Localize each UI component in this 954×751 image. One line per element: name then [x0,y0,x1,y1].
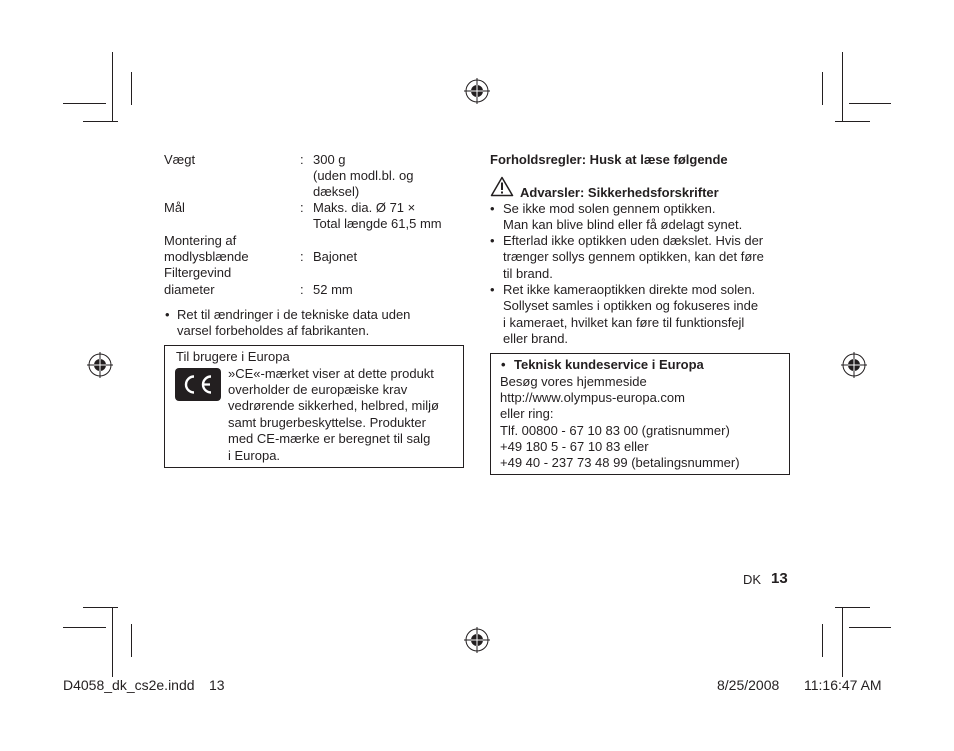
service-line: Besøg vores hjemmeside [500,374,647,389]
ce-text-line: i Europa. [228,448,281,463]
precaution-line: Se ikke mod solen gennem optikken. [503,201,716,216]
registration-mark-icon [464,78,490,104]
crop-mark [842,52,843,122]
bullet: • [165,307,170,322]
ce-logo [175,368,221,401]
precaution-line: Sollyset samles i optikken og fokuseres inde [503,298,759,313]
registration-mark-icon [841,352,867,378]
ce-box-title: Til brugere i Europa [176,349,290,364]
spec-colon: : [300,249,304,264]
spec-value: Maks. dia. Ø 71 × [313,200,416,215]
spec-label-dimensions: Mål [164,200,185,215]
spec-label-weight: Vægt [164,152,196,167]
spec-value: Total længde 61,5 mm [313,216,442,231]
ce-text-line: samt brugerbeskyttelse. Produkter [228,415,426,430]
service-heading: Teknisk kundeservice i Europa [514,357,704,372]
ce-text-line: overholder de europæiske krav [228,382,408,397]
spec-colon: : [300,200,304,215]
crop-mark [835,607,870,608]
service-phone: +49 40 - 237 73 48 99 (betalingsnummer) [500,455,740,470]
crop-mark [63,103,106,104]
precaution-line: i kameraet, hvilket kan føre til funktionsfejl [503,315,745,330]
spec-colon: : [300,282,304,297]
slug-date: 8/25/2008 [717,677,780,693]
crop-mark [63,627,106,628]
precautions-heading: Forholdsregler: Husk at læse følgende [490,152,728,167]
crop-mark [112,607,113,677]
crop-mark [849,103,891,104]
registration-mark-icon [464,627,490,653]
ce-mark-icon [175,368,221,401]
precaution-line: Ret ikke kameraoptikken direkte mod solen. [503,282,756,297]
precaution-line: til brand. [503,266,553,281]
bullet: • [490,282,495,297]
service-phone: +49 180 5 - 67 10 83 eller [500,439,649,454]
spec-colon: : [300,152,304,167]
spec-value: Bajonet [313,249,358,264]
crop-mark [131,72,132,105]
crop-mark [822,624,823,657]
service-url: http://www.olympus-europa.com [500,390,685,405]
service-info-box [490,353,790,475]
crop-mark [112,52,113,122]
crop-mark [835,121,870,122]
note-line: varsel forbeholdes af fabrikanten. [177,323,370,338]
spec-label-filter: diameter [164,282,215,297]
ce-text-line: »CE«-mærket viser at dette produkt [228,366,434,381]
slug-filename: D4058_dk_cs2e.indd [63,677,195,693]
note-line: Ret til ændringer i de tekniske data uden [177,307,411,322]
spec-value: (uden modl.bl. og [313,168,414,183]
page-number: 13 [771,570,788,587]
ce-text-line: vedrørende sikkerhed, helbred, miljø [228,398,439,413]
crop-mark [842,607,843,677]
bullet: • [501,357,506,372]
spec-value: 300 g [313,152,346,167]
ce-info-box [164,345,464,468]
slug-time: 11:16:47 AM [804,677,882,693]
warning-triangle-icon [490,176,514,197]
bullet: • [490,201,495,216]
warning-heading: Advarsler: Sikkerhedsforskrifter [520,185,719,200]
registration-mark-icon [87,352,113,378]
crop-mark [822,72,823,105]
precaution-line: Efterlad ikke optikken uden dækslet. Hvis der [503,233,764,248]
precaution-line: eller brand. [503,331,569,346]
ce-text-line: med CE-mærke er beregnet til salg [228,431,431,446]
precaution-line: trænger sollys gennem optikken, kan det føre [503,249,764,264]
spec-label-hood-mount: Montering af [164,233,237,248]
slug-page: 13 [209,677,225,693]
service-phone: Tlf. 00800 - 67 10 83 00 (gratisnummer) [500,423,730,438]
spec-label-filter: Filtergevind [164,265,232,280]
crop-mark [849,627,891,628]
bullet: • [490,233,495,248]
service-line: eller ring: [500,406,554,421]
spec-value: dæksel) [313,184,360,199]
spec-label-hood-mount: modlysblænde [164,249,249,264]
precaution-line: Man kan blive blind eller få ødelagt synet. [503,217,743,232]
spec-value: 52 mm [313,282,353,297]
crop-mark [131,624,132,657]
page-language: DK [743,572,762,587]
